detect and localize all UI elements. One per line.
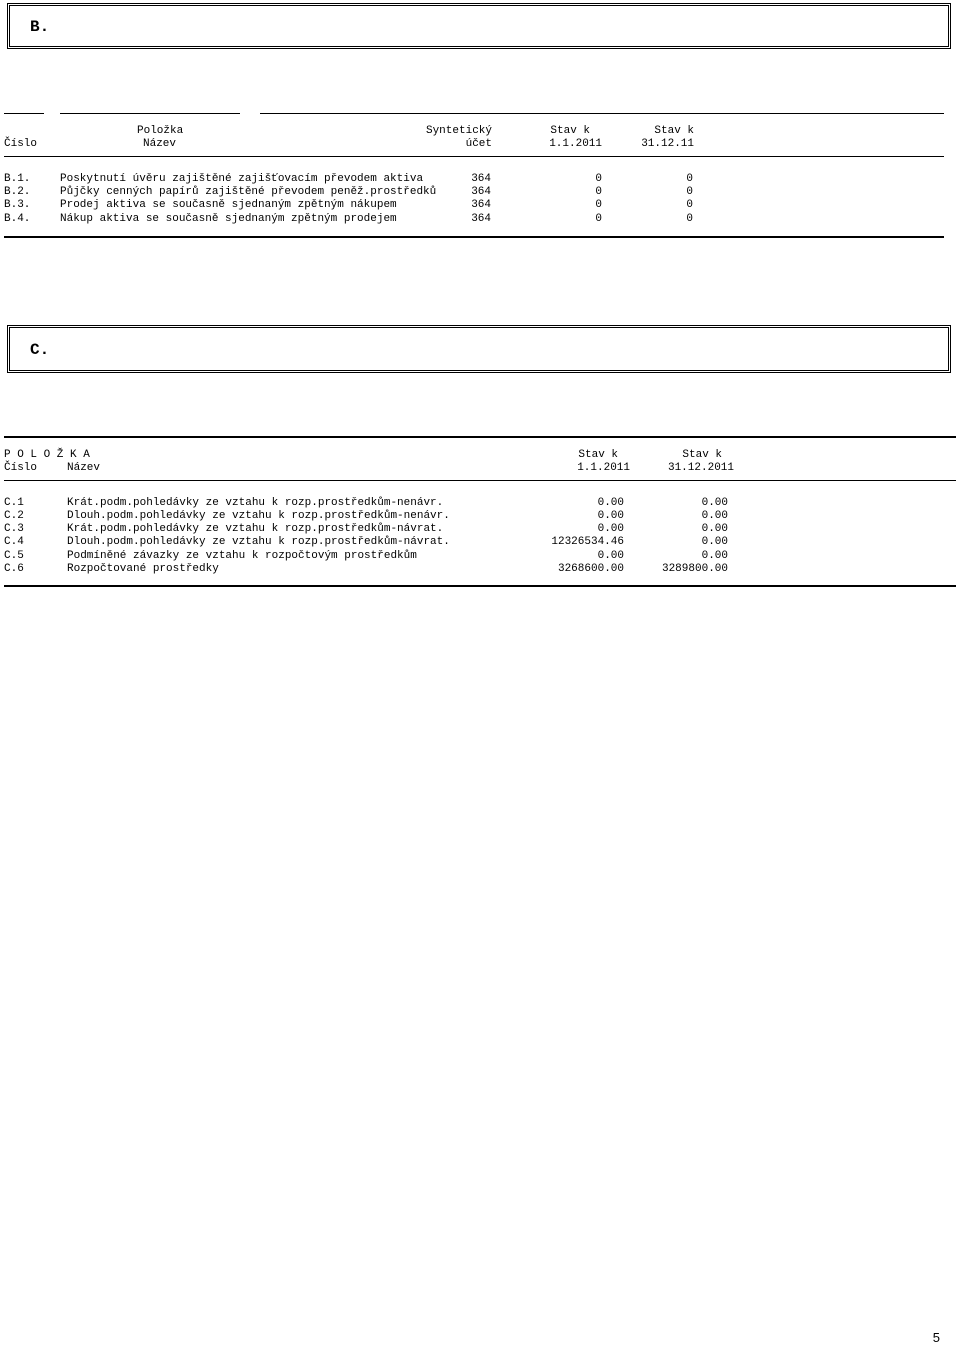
section-c-header-stav2: Stav k (682, 449, 722, 461)
row-v2: 0.00 (701, 536, 728, 548)
row-v1: 0 (595, 173, 602, 185)
page-number: 5 (932, 1330, 940, 1345)
section-c-header-nazev: Název (67, 462, 101, 474)
section-b-header-cislo: Číslo (4, 138, 38, 150)
row-v1: 0.00 (597, 523, 624, 535)
row-ucet: 364 (471, 186, 491, 198)
section-c-header-cislo: Číslo (4, 462, 38, 474)
section-c-bottom-rule (4, 585, 956, 587)
row-cislo: B.3. (4, 199, 31, 211)
section-b-header-stav2: Stav k (654, 125, 694, 137)
row-ucet: 364 (471, 173, 491, 185)
row-v1: 0 (595, 186, 602, 198)
row-cislo: B.2. (4, 186, 31, 198)
row-nazev: Krát.podm.pohledávky ze vztahu k rozp.prostředkům-nenávr. (67, 497, 444, 509)
row-cislo: C.6 (4, 563, 24, 575)
row-v1: 0 (595, 199, 602, 211)
section-b-header-ucet: účet (465, 138, 492, 150)
section-b-top-rule (4, 113, 44, 114)
row-v2: 0.00 (701, 510, 728, 522)
row-cislo: B.1. (4, 173, 31, 185)
section-c-header-date2: 31.12.2011 (667, 462, 734, 474)
section-c-header-polozka: P O L O Ž K A (4, 449, 90, 461)
row-nazev: Dlouh.podm.pohledávky ze vztahu k rozp.prostředkům-návrat. (67, 536, 450, 548)
row-v1: 0.00 (597, 510, 624, 522)
section-c-header-stav1: Stav k (578, 449, 618, 461)
section-c-title: C. (30, 341, 50, 359)
row-v1: 0.00 (597, 497, 624, 509)
section-b-top-rule-2 (60, 113, 240, 114)
section-b-header-date1: 1.1.2011 (549, 138, 602, 150)
row-cislo: C.2 (4, 510, 24, 522)
section-c-header-rule (4, 480, 956, 481)
section-b-title: B. (30, 18, 50, 36)
row-nazev: Poskytnutí úvěru zajištěné zajišťovacím převodem aktiva (60, 173, 424, 185)
row-v1: 12326534.46 (551, 536, 624, 548)
row-ucet: 364 (471, 213, 491, 225)
row-v2: 0.00 (701, 523, 728, 535)
row-v1: 0.00 (597, 550, 624, 562)
row-v2: 0.00 (701, 497, 728, 509)
row-v1: 0 (595, 213, 602, 225)
row-ucet: 364 (471, 199, 491, 211)
row-cislo: C.5 (4, 550, 24, 562)
row-nazev: Krát.podm.pohledávky ze vztahu k rozp.prostředkům-návrat. (67, 523, 444, 535)
section-b-top-rule-3 (260, 113, 944, 114)
row-v2: 0 (686, 173, 693, 185)
section-b-header-rule (4, 156, 944, 157)
section-b-header-syntet: Syntetický (425, 125, 492, 137)
row-v2: 0 (686, 186, 693, 198)
section-c-box (7, 325, 951, 373)
row-nazev: Nákup aktiva se současně sjednaným zpětným prodejem (60, 213, 397, 225)
row-v2: 0 (686, 199, 693, 211)
row-v1: 3268600.00 (557, 563, 624, 575)
section-b-header-stav1: Stav k (550, 125, 590, 137)
section-b-header-polozka: Položka (137, 125, 184, 137)
row-nazev: Podmíněné závazky ze vztahu k rozpočtovým prostředkům (67, 550, 417, 562)
section-b-bottom-rule (4, 236, 944, 238)
section-b-header-date2: 31.12.11 (641, 138, 694, 150)
row-cislo: C.1 (4, 497, 24, 509)
row-cislo: B.4. (4, 213, 31, 225)
row-v2: 3289800.00 (661, 563, 728, 575)
row-v2: 0.00 (701, 550, 728, 562)
row-cislo: C.4 (4, 536, 24, 548)
section-b-header-nazev: Název (143, 138, 177, 150)
section-b-box (7, 3, 951, 49)
row-cislo: C.3 (4, 523, 24, 535)
row-v2: 0 (686, 213, 693, 225)
row-nazev: Prodej aktiva se současně sjednaným zpětným nákupem (60, 199, 397, 211)
section-c-top-rule (4, 436, 956, 438)
row-nazev: Rozpočtované prostředky (67, 563, 219, 575)
row-nazev: Dlouh.podm.pohledávky ze vztahu k rozp.prostředkům-nenávr. (67, 510, 450, 522)
section-c-header-date1: 1.1.2011 (577, 462, 630, 474)
row-nazev: Půjčky cenných papírů zajištěné převodem peněž.prostředků (60, 186, 437, 198)
